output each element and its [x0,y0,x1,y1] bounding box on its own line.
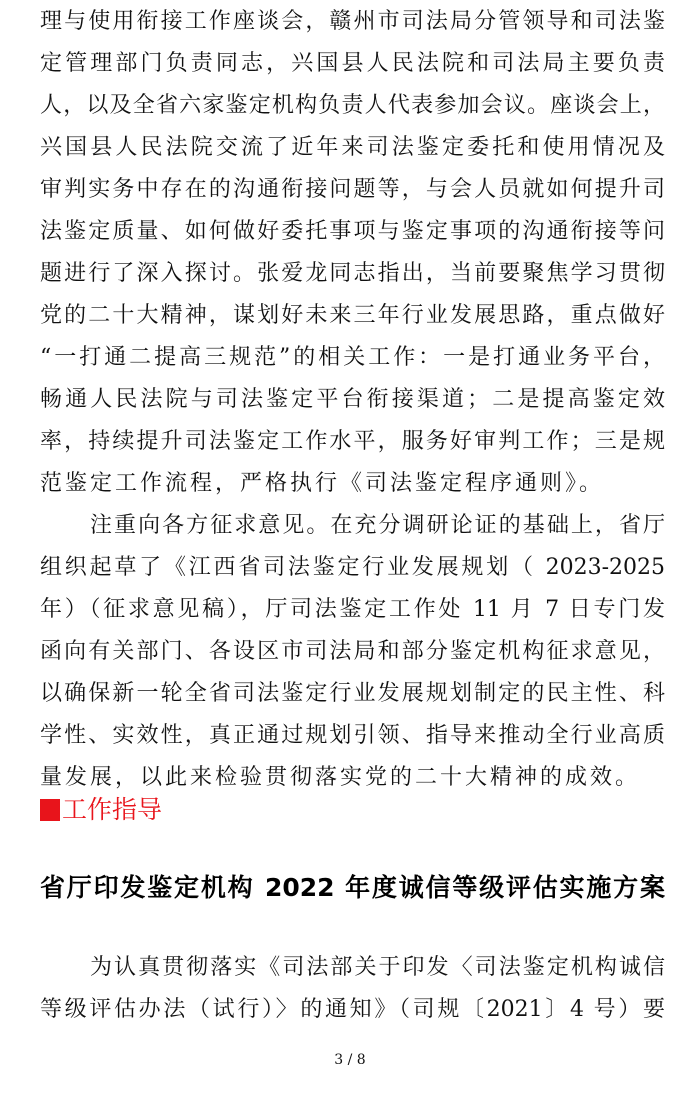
text-line: 注重向各方征求意见。在充分调研论证的基础上，省厅 [90,513,665,538]
text-line: 党的二十大精神，谋划好未来三年行业发展思路，重点做好 [40,303,665,328]
text-line: 畅通人民法院与司法鉴定平台衔接渠道；二是提高鉴定效 [40,387,665,412]
text-line: 等级评估办法（试行）〉的通知》（司规〔2021〕4 号）要 [40,997,665,1022]
red-square-icon [40,799,60,821]
text-line: 量发展，以此来检验贯彻落实党的二十大精神的成效。 [40,765,641,790]
text-line: 年）（征求意见稿），厅司法鉴定工作处 11 月 7 日专门发 [40,597,665,622]
text-line: 以确保新一轮全省司法鉴定行业发展规划制定的民主性、科 [40,681,665,706]
text-line: 审判实务中存在的沟通衔接问题等，与会人员就如何提升司 [40,177,665,202]
section-heading [40,792,162,828]
page-number: 3 / 8 [334,1052,366,1068]
section-label: 工作指导 [62,795,163,824]
text-line: 学性、实效性，真正通过规划引领、指导来推动全行业高质 [40,723,665,748]
text-line: 兴国县人民法院交流了近年来司法鉴定委托和使用情况及 [40,135,665,160]
text-line: “一打通二提高三规范”的相关工作：一是打通业务平台， [40,345,665,370]
text-line: 题进行了深入探讨。张爱龙同志指出，当前要聚焦学习贯彻 [40,261,665,286]
text-line: 定管理部门负责同志，兴国县人民法院和司法局主要负责 [40,51,665,76]
text-line: 人，以及全省六家鉴定机构负责人代表参加会议。座谈会上， [40,93,665,118]
text-line: 函向有关部门、各设区市司法局和部分鉴定机构征求意见， [40,639,665,664]
text-line: 法鉴定质量、如何做好委托事项与鉴定事项的沟通衔接等问 [40,219,665,244]
text-line: 理与使用衔接工作座谈会，赣州市司法局分管领导和司法鉴 [40,9,665,34]
text-line: 率，持续提升司法鉴定工作水平，服务好审判工作；三是规 [40,429,665,454]
text-line: 范鉴定工作流程，严格执行《司法鉴定程序通则》。 [40,471,605,496]
text-line: 组织起草了《江西省司法鉴定行业发展规划（ 2023-2025 [40,555,665,580]
text-line: 为认真贯彻落实《司法部关于印发〈司法鉴定机构诚信 [90,955,665,980]
article-title: 省厅印发鉴定机构 2022 年度诚信等级评估实施方案 [40,873,665,902]
